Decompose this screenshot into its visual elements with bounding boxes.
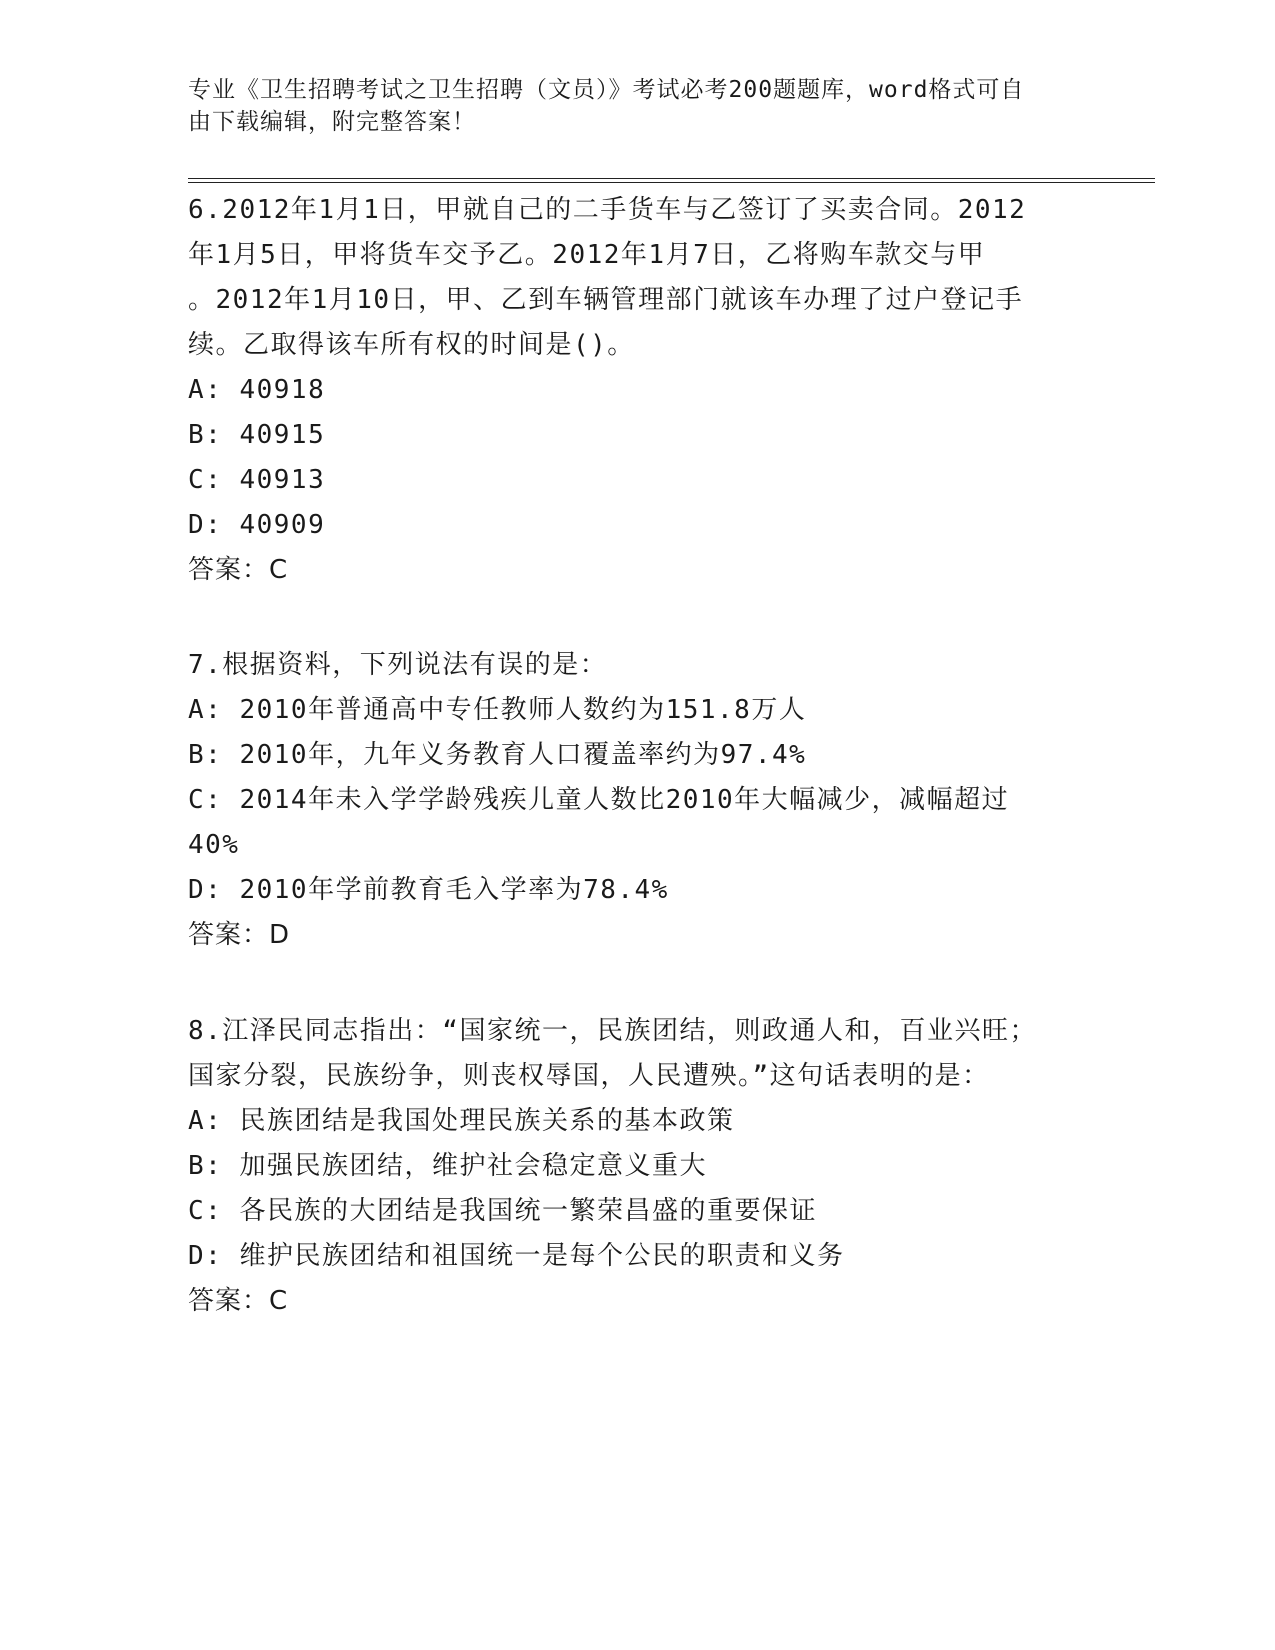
question-text-line: 7.根据资料，下列说法有误的是： xyxy=(188,650,608,680)
question-text-line: 。2012年1月10日，甲、乙到车辆管理部门就该车办理了过户登记手 xyxy=(188,285,1024,315)
option-c: C: 2014年未入学学龄残疾儿童人数比2010年大幅减少，减幅超过 xyxy=(188,785,1010,815)
option-c: C: 各民族的大团结是我国统一繁荣昌盛的重要保证 xyxy=(188,1196,817,1226)
question-text-line: 续。乙取得该车所有权的时间是()。 xyxy=(188,330,635,360)
question-text-line: 年1月5日，甲将货车交予乙。2012年1月7日，乙将购车款交与甲 xyxy=(188,240,986,270)
option-d: D: 40909 xyxy=(188,510,326,540)
answer-line: 答案：C xyxy=(188,1286,289,1316)
header-line-1: 专业《卫生招聘考试之卫生招聘（文员）》考试必考200题题库，word格式可自 xyxy=(188,77,1025,103)
header-divider xyxy=(188,178,1155,183)
header-line-2: 由下载编辑，附完整答案！ xyxy=(188,109,476,135)
option-d: D: 2010年学前教育毛入学率为78.4% xyxy=(188,875,669,905)
option-b: B: 2010年，九年义务教育人口覆盖率约为97.4% xyxy=(188,740,807,770)
option-a: A: 民族团结是我国处理民族关系的基本政策 xyxy=(188,1106,735,1136)
option-a: A: 2010年普通高中专任教师人数约为151.8万人 xyxy=(188,695,807,725)
question-text-line: 8.江泽民同志指出：“国家统一，民族团结，则政通人和，百业兴旺； xyxy=(188,1016,1037,1046)
option-c: C: 40913 xyxy=(188,465,326,495)
document-header xyxy=(188,74,1088,138)
answer-line: 答案：D xyxy=(188,920,291,950)
question-7 xyxy=(188,643,1088,958)
option-a: A: 40918 xyxy=(188,375,326,405)
question-6 xyxy=(188,188,1088,593)
option-c-continued: 40% xyxy=(188,830,240,860)
question-text-line: 国家分裂，民族纷争，则丧权辱国，人民遭殃。”这句话表明的是： xyxy=(188,1061,990,1091)
answer-line: 答案：C xyxy=(188,555,289,585)
question-text-line: 6.2012年1月1日，甲就自己的二手货车与乙签订了买卖合同。2012 xyxy=(188,195,1027,225)
option-d: D: 维护民族团结和祖国统一是每个公民的职责和义务 xyxy=(188,1241,845,1271)
question-8 xyxy=(188,1009,1088,1324)
option-b: B: 40915 xyxy=(188,420,326,450)
option-b: B: 加强民族团结，维护社会稳定意义重大 xyxy=(188,1151,707,1181)
